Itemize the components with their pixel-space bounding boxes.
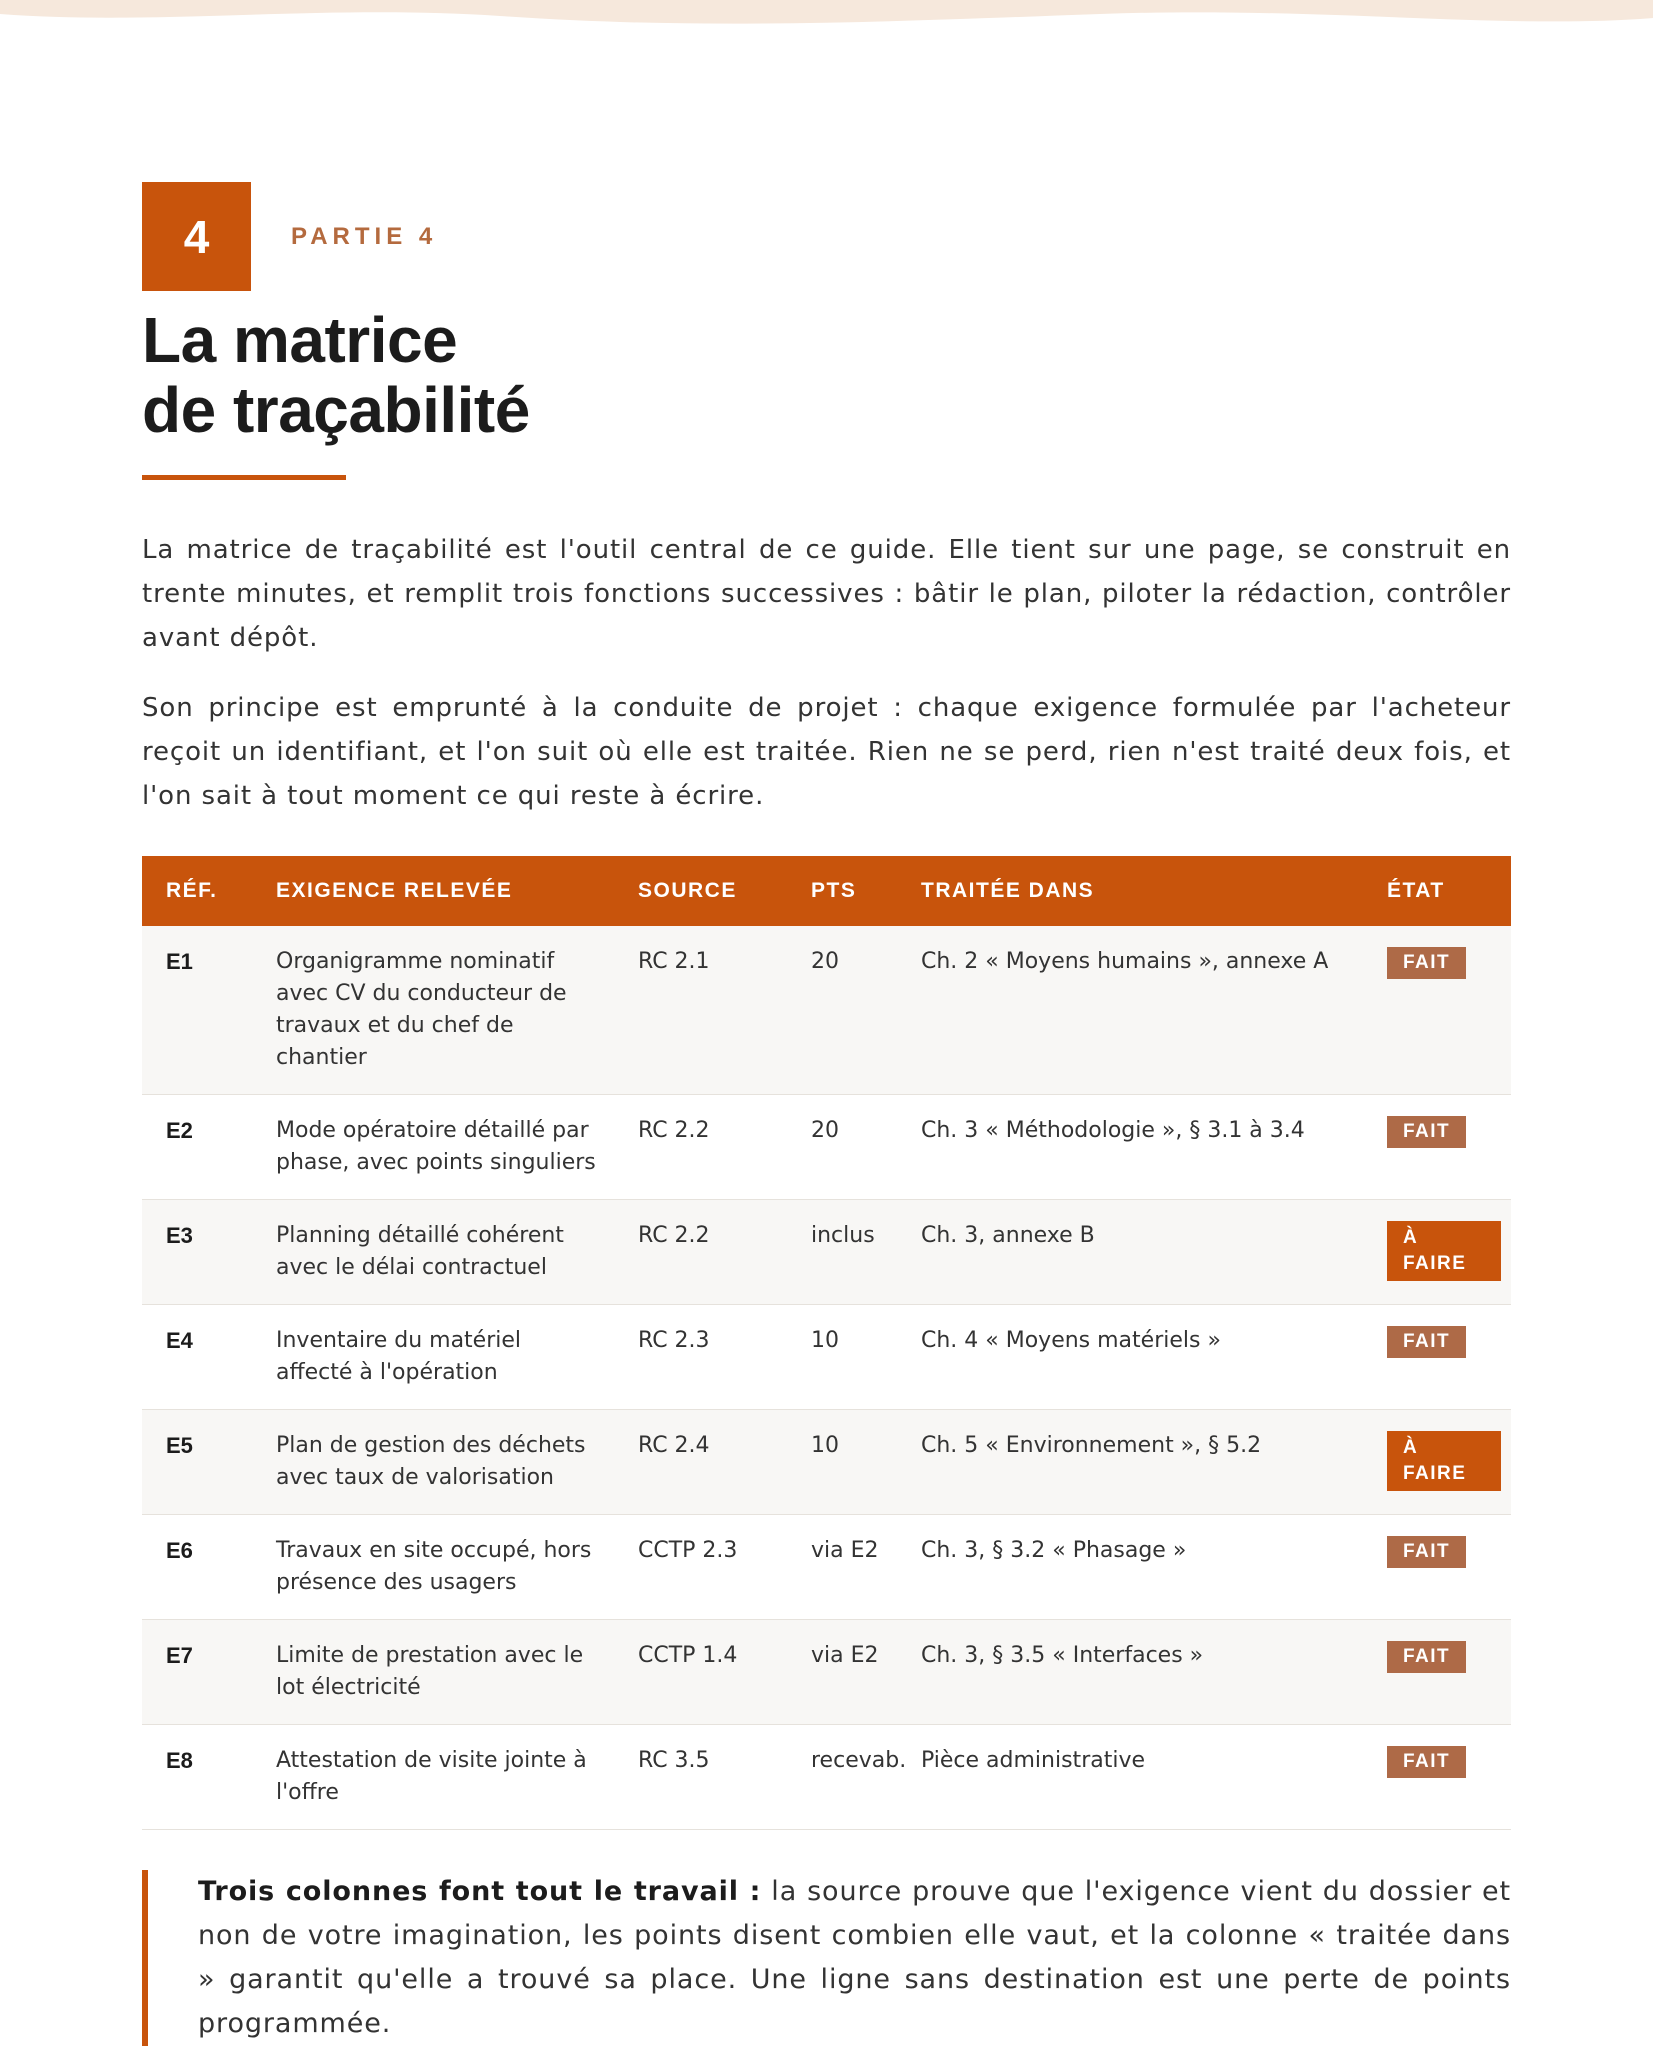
column-header-requirement: EXIGENCE RELEVÉE <box>252 856 614 926</box>
status-badge: À FAIRE <box>1387 1221 1501 1281</box>
cell-requirement: Inventaire du matériel affecté à l'opération <box>252 1305 614 1410</box>
decorative-top-wave <box>0 0 1653 36</box>
status-badge: FAIT <box>1387 1326 1466 1358</box>
status-badge: FAIT <box>1387 1746 1466 1778</box>
cell-source: CCTP 1.4 <box>614 1620 787 1725</box>
cell-treated-in: Ch. 3, § 3.2 « Phasage » <box>897 1515 1363 1620</box>
title-underline <box>142 475 346 480</box>
status-badge: FAIT <box>1387 1116 1466 1148</box>
table-row <box>142 1620 1511 1725</box>
table-row <box>142 926 1511 1095</box>
table-row <box>142 1515 1511 1620</box>
cell-points: recevab. <box>787 1725 897 1830</box>
table-row <box>142 1200 1511 1305</box>
cell-treated-in: Ch. 4 « Moyens matériels » <box>897 1305 1363 1410</box>
cell-source: RC 3.5 <box>614 1725 787 1830</box>
status-badge: FAIT <box>1387 1536 1466 1568</box>
column-header-source: SOURCE <box>614 856 787 926</box>
column-header-state: ÉTAT <box>1363 856 1511 926</box>
cell-ref: E4 <box>142 1305 252 1410</box>
status-badge: FAIT <box>1387 947 1466 979</box>
cell-treated-in: Ch. 3, annexe B <box>897 1200 1363 1305</box>
cell-treated-in: Pièce administrative <box>897 1725 1363 1830</box>
cell-points: inclus <box>787 1200 897 1305</box>
cell-points: via E2 <box>787 1515 897 1620</box>
cell-ref: E8 <box>142 1725 252 1830</box>
cell-source: CCTP 2.3 <box>614 1515 787 1620</box>
cell-state <box>1363 1620 1511 1725</box>
cell-ref: E1 <box>142 926 252 1095</box>
status-badge: À FAIRE <box>1387 1431 1501 1491</box>
cell-state <box>1363 1200 1511 1305</box>
cell-requirement: Planning détaillé cohérent avec le délai contractuel <box>252 1200 614 1305</box>
cell-source: RC 2.3 <box>614 1305 787 1410</box>
cell-requirement: Attestation de visite jointe à l'offre <box>252 1725 614 1830</box>
callout-note <box>142 1870 1511 2046</box>
status-badge: FAIT <box>1387 1641 1466 1673</box>
cell-requirement: Organigramme nominatif avec CV du conducteur de travaux et du chef de chantier <box>252 926 614 1095</box>
cell-treated-in: Ch. 5 « Environnement », § 5.2 <box>897 1410 1363 1515</box>
page-title <box>142 305 1511 445</box>
cell-source: RC 2.4 <box>614 1410 787 1515</box>
cell-source: RC 2.2 <box>614 1095 787 1200</box>
cell-requirement: Travaux en site occupé, hors présence des usagers <box>252 1515 614 1620</box>
table-body <box>142 926 1511 1830</box>
cell-requirement: Plan de gestion des déchets avec taux de valorisation <box>252 1410 614 1515</box>
cell-points: 10 <box>787 1305 897 1410</box>
column-header-ref: RÉF. <box>142 856 252 926</box>
page-title-line1: La matrice <box>142 304 458 376</box>
table-row <box>142 1305 1511 1410</box>
cell-ref: E5 <box>142 1410 252 1515</box>
cell-points: 10 <box>787 1410 897 1515</box>
callout-text: la source prouve que l'exigence vient du dossier et non de votre imagination, les points disent combien elle vaut, et la colonne « traitée dans » garantit qu'elle a trouvé sa place. Une ligne sans destination est une perte de points programmée. <box>198 1876 1511 2039</box>
cell-state <box>1363 1095 1511 1200</box>
table-row <box>142 1095 1511 1200</box>
intro-paragraph-2: Son principe est emprunté à la conduite de projet : chaque exigence formulée par l'acheteur reçoit un identifiant, et l'on suit où elle est traitée. Rien ne se perd, rien n'est traité deux fois, et l'on sait à tout moment ce qui reste à écrire. <box>142 693 1511 811</box>
cell-ref: E2 <box>142 1095 252 1200</box>
page-title-line2: de traçabilité <box>142 374 530 446</box>
cell-points: 20 <box>787 1095 897 1200</box>
cell-state <box>1363 1725 1511 1830</box>
table-row <box>142 1410 1511 1515</box>
cell-treated-in: Ch. 3, § 3.5 « Interfaces » <box>897 1620 1363 1725</box>
cell-points: 20 <box>787 926 897 1095</box>
cell-ref: E3 <box>142 1200 252 1305</box>
cell-ref: E7 <box>142 1620 252 1725</box>
cell-state <box>1363 1515 1511 1620</box>
cell-state <box>1363 926 1511 1095</box>
cell-treated-in: Ch. 2 « Moyens humains », annexe A <box>897 926 1363 1095</box>
cell-ref: E6 <box>142 1515 252 1620</box>
cell-state <box>1363 1410 1511 1515</box>
cell-treated-in: Ch. 3 « Méthodologie », § 3.1 à 3.4 <box>897 1095 1363 1200</box>
cell-requirement: Mode opératoire détaillé par phase, avec points singuliers <box>252 1095 614 1200</box>
section-header <box>142 182 1511 291</box>
table-header-row <box>142 856 1511 926</box>
cell-source: RC 2.1 <box>614 926 787 1095</box>
traceability-matrix-table <box>142 856 1511 1830</box>
cell-source: RC 2.2 <box>614 1200 787 1305</box>
section-number-box: 4 <box>142 182 251 291</box>
intro-paragraph-1: La matrice de traçabilité est l'outil central de ce guide. Elle tient sur une page, se construit en trente minutes, et remplit trois fonctions successives : bâtir le plan, piloter la rédaction, contrôler avant dépôt. <box>142 535 1511 653</box>
cell-state <box>1363 1305 1511 1410</box>
page-content <box>142 182 1511 2046</box>
cell-points: via E2 <box>787 1620 897 1725</box>
cell-requirement: Limite de prestation avec le lot électricité <box>252 1620 614 1725</box>
column-header-treated-in: TRAITÉE DANS <box>897 856 1363 926</box>
callout-lead: Trois colonnes font tout le travail : <box>198 1876 762 1907</box>
section-label: PARTIE 4 <box>291 222 438 250</box>
column-header-points: PTS <box>787 856 897 926</box>
table-row <box>142 1725 1511 1830</box>
